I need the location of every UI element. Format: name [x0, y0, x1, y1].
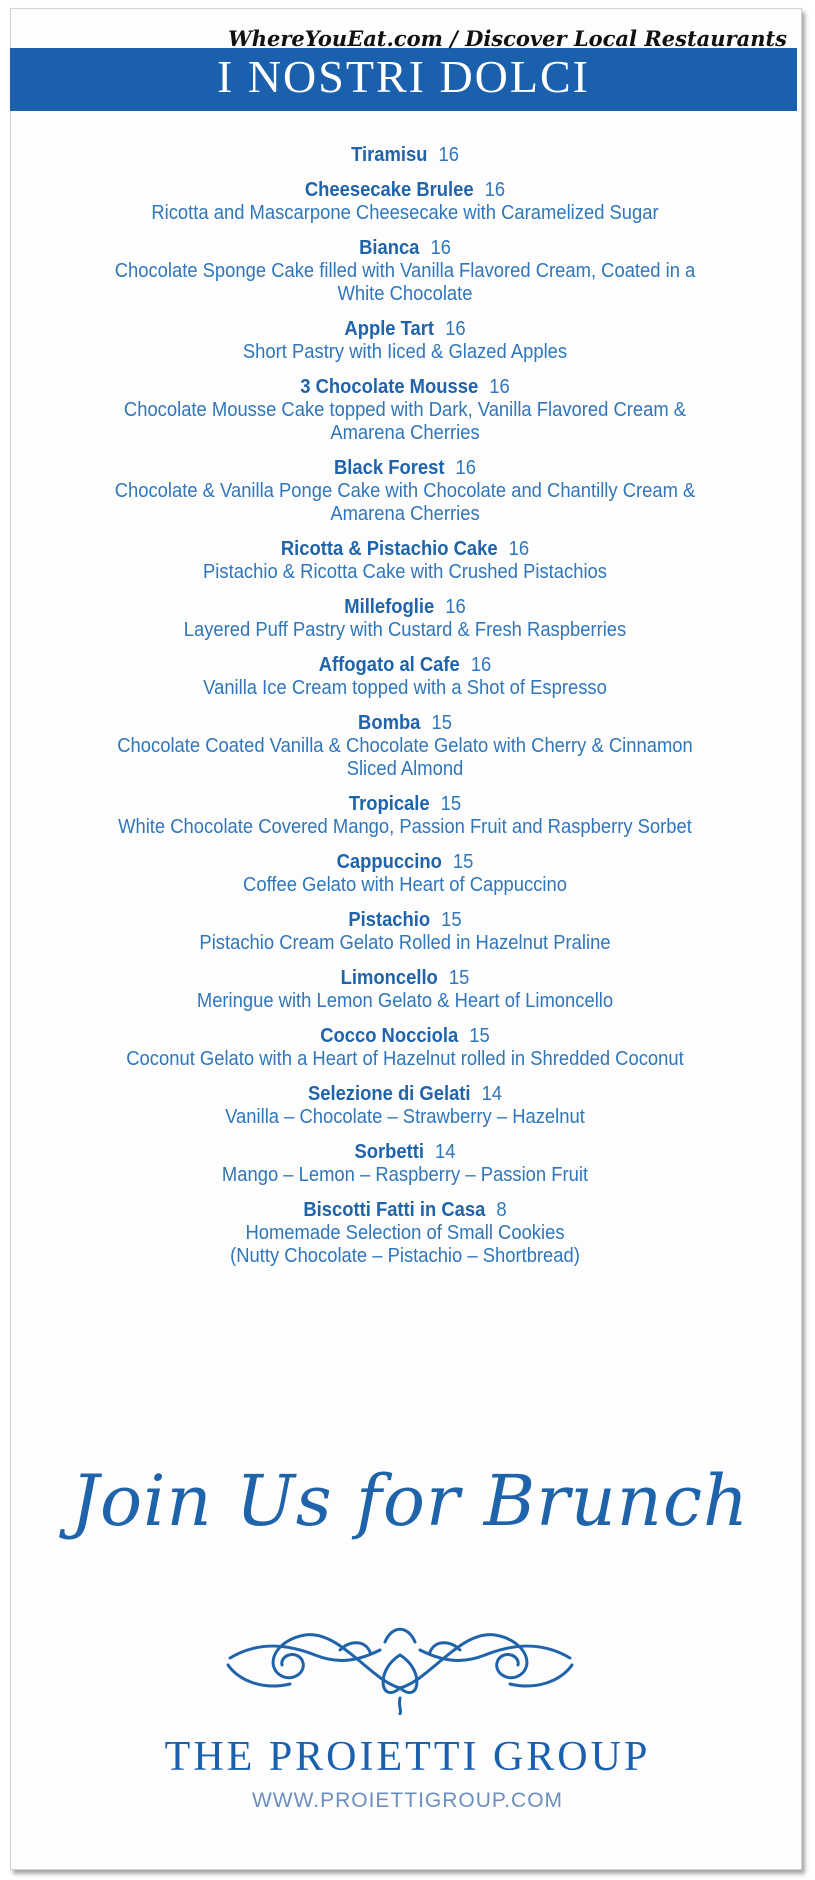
menu-item	[40, 318, 770, 364]
menu-item	[40, 1199, 770, 1268]
menu-item-description: Amarena Cherries	[330, 422, 480, 444]
menu-item	[40, 909, 770, 955]
menu-item-description: Chocolate Mousse Cake topped with Dark, Vanilla Flavored Cream &	[123, 399, 687, 421]
menu-item-description: Vanilla Ice Cream topped with a Shot of Espresso	[203, 677, 607, 699]
group-name: THE PROIETTI GROUP	[164, 1734, 651, 1780]
menu-item	[40, 457, 770, 526]
menu-item-price: 16	[470, 654, 492, 676]
menu-item	[40, 1141, 770, 1187]
menu-item-name: Affogato al Cafe	[318, 654, 460, 676]
menu-item-heading	[69, 654, 741, 677]
menu-item-heading	[69, 851, 741, 874]
menu-item-price: 15	[469, 1025, 490, 1047]
menu-item	[40, 967, 770, 1013]
menu-item	[40, 654, 770, 700]
menu-item	[40, 1025, 770, 1071]
menu-item	[40, 538, 770, 584]
menu-item-heading	[69, 1199, 741, 1222]
menu-item-name: Bomba	[358, 712, 421, 734]
menu-item-heading	[69, 967, 741, 990]
menu-item-name: Cheesecake Brulee	[304, 179, 474, 201]
menu-item-description: Amarena Cherries	[330, 503, 480, 525]
menu-item-name: Sorbetti	[354, 1141, 425, 1163]
menu-item	[40, 596, 770, 642]
menu-item-description: Pistachio Cream Gelato Rolled in Hazelnut Praline	[199, 932, 611, 954]
menu-item-price: 15	[448, 967, 470, 989]
menu-item-description: Homemade Selection of Small Cookies	[245, 1222, 565, 1244]
menu-item-name: Millefoglie	[344, 596, 435, 618]
menu-item-heading	[69, 596, 741, 619]
menu-item-name: Tropicale	[348, 793, 430, 815]
menu-item-heading	[69, 793, 741, 816]
menu-item-description: Ricotta and Mascarpone Cheesecake with Caramelized Sugar	[151, 202, 659, 224]
site-watermark[interactable]: WhereYouEat.com / Discover Local Restaurants	[228, 26, 787, 51]
menu-item-description: Coconut Gelato with a Heart of Hazelnut rolled in Shredded Coconut	[126, 1048, 684, 1070]
menu-item	[40, 376, 770, 445]
menu-item-description: Vanilla – Chocolate – Strawberry – Hazelnut	[225, 1106, 585, 1128]
menu-item	[40, 712, 770, 781]
menu-item-description: Chocolate & Vanilla Ponge Cake with Chocolate and Chantilly Cream &	[114, 480, 696, 502]
menu-item-price: 16	[430, 237, 451, 259]
menu-item-name: Biscotti Fatti in Casa	[303, 1199, 486, 1221]
menu-item-description: Chocolate Sponge Cake filled with Vanilla Flavored Cream, Coated in a	[114, 260, 696, 282]
menu-item-description: Pistachio & Ricotta Cake with Crushed Pistachios	[203, 561, 607, 583]
menu-item	[40, 237, 770, 306]
menu-item-description: Sliced Almond	[346, 758, 464, 780]
menu-item-price: 16	[508, 538, 530, 560]
menu-item-heading	[69, 909, 741, 932]
menu-item-price: 16	[445, 596, 466, 618]
menu-item-name: Limoncello	[340, 967, 438, 989]
menu-item-price: 15	[440, 793, 462, 815]
menu-item-price: 16	[438, 144, 459, 166]
menu-item-name: Black Forest	[334, 457, 445, 479]
flourish-ornament-icon	[220, 1610, 580, 1715]
menu-item-price: 16	[489, 376, 510, 398]
menu-item-heading	[69, 1141, 741, 1164]
page-title: I NOSTRI DOLCI	[217, 51, 590, 102]
menu-item-price: 16	[445, 318, 466, 340]
menu-item	[40, 793, 770, 839]
menu-item-name: 3 Chocolate Mousse	[300, 376, 479, 398]
menu-item-name: Apple Tart	[344, 318, 435, 340]
dessert-menu-list	[40, 144, 770, 1280]
brunch-tagline: Join Us for Brunch	[70, 1460, 750, 1542]
menu-item-description: Short Pastry with Iiced & Glazed Apples	[242, 341, 568, 363]
menu-item	[40, 179, 770, 225]
header-banner	[10, 48, 797, 111]
menu-item-description: Meringue with Lemon Gelato & Heart of Limoncello	[196, 990, 614, 1012]
menu-item-price: 16	[455, 457, 476, 479]
menu-item-heading	[69, 457, 741, 480]
menu-item-price: 14	[435, 1141, 456, 1163]
menu-item-description: (Nutty Chocolate – Pistachio – Shortbread)	[230, 1245, 580, 1267]
menu-item-heading	[69, 376, 741, 399]
menu-item-name: Cocco Nocciola	[320, 1025, 459, 1047]
menu-item-description: Chocolate Coated Vanilla & Chocolate Gelato with Cherry & Cinnamon	[117, 735, 693, 757]
menu-item-heading	[69, 1083, 741, 1106]
menu-item-price: 15	[452, 851, 474, 873]
menu-item-name: Bianca	[359, 237, 420, 259]
menu-item-description: White Chocolate Covered Mango, Passion Fruit and Raspberry Sorbet	[118, 816, 692, 838]
menu-item-name: Cappuccino	[336, 851, 442, 873]
menu-item-heading	[69, 538, 741, 561]
menu-item-price: 16	[484, 179, 506, 201]
menu-item-price: 8	[496, 1199, 507, 1221]
menu-item-name: Ricotta & Pistachio Cake	[280, 538, 498, 560]
menu-item-description: White Chocolate	[337, 283, 473, 305]
menu-item	[40, 144, 770, 167]
menu-item-description: Mango – Lemon – Raspberry – Passion Fruit	[221, 1164, 589, 1186]
menu-item-heading	[69, 237, 741, 260]
menu-item-heading	[69, 318, 741, 341]
menu-item-name: Pistachio	[348, 909, 431, 931]
menu-item-name: Tiramisu	[351, 144, 428, 166]
menu-item-price: 15	[441, 909, 462, 931]
menu-item-heading	[69, 1025, 741, 1048]
menu-item-name: Selezione di Gelati	[307, 1083, 471, 1105]
menu-item-description: Layered Puff Pastry with Custard & Fresh Raspberries	[183, 619, 627, 641]
menu-item-price: 15	[431, 712, 452, 734]
menu-item-heading	[69, 712, 741, 735]
group-website-link[interactable]: WWW.PROIETTIGROUP.COM	[251, 1789, 564, 1812]
menu-item	[40, 1083, 770, 1129]
menu-item-heading	[69, 144, 741, 167]
menu-item-description: Coffee Gelato with Heart of Cappuccino	[243, 874, 567, 896]
menu-item	[40, 851, 770, 897]
menu-item-heading	[69, 179, 741, 202]
menu-item-price: 14	[481, 1083, 503, 1105]
